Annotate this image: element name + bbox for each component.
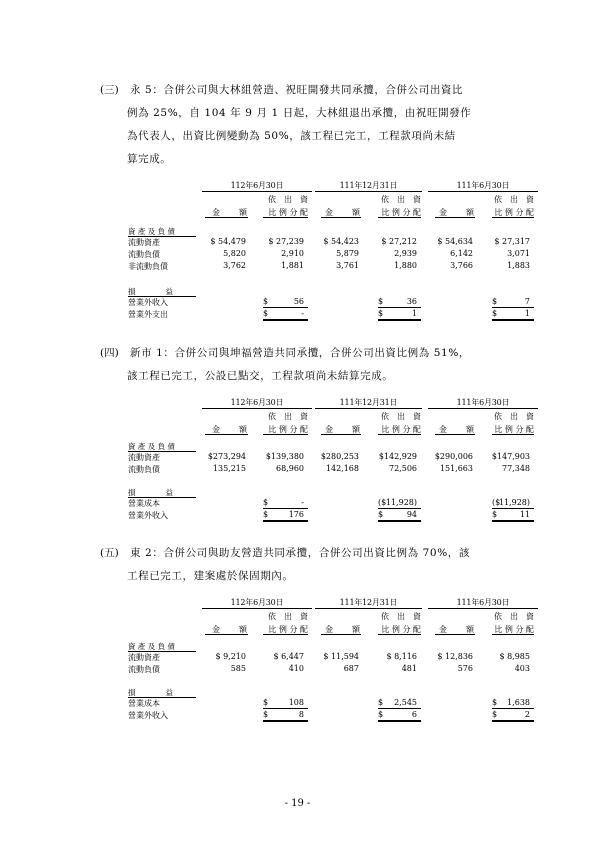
header-underline (435, 634, 475, 635)
bs-cell: 5,879 (336, 249, 359, 258)
pl-cell (378, 710, 421, 722)
header-underline (263, 634, 308, 635)
period-header: 112年6月30日 (230, 598, 284, 607)
pl-value: 176 (288, 510, 304, 519)
period-header: 111年12月31日 (339, 398, 398, 407)
column-header-ratio-top: 依 出 資 (381, 195, 421, 204)
column-header-ratio: 比 例 分 配 (494, 208, 534, 217)
section-label: (五) (100, 547, 119, 559)
pl-row-label: 營業成本 (128, 499, 160, 508)
bs-cell: $ 27,212 (381, 237, 417, 246)
currency-symbol: $ (492, 309, 498, 318)
pl-value: 11 (519, 510, 530, 519)
pl-row-label: 營業外收入 (128, 711, 168, 720)
paragraph-line: 東 2：合併公司與助友營造共同承攬，合併公司出資比例為 70%，該 (130, 547, 470, 559)
column-header-amount: 金 額 (439, 208, 475, 217)
column-header-ratio: 比 例 分 配 (494, 625, 534, 634)
pl-header: 損 益 (128, 287, 173, 296)
column-header-ratio: 比 例 分 配 (494, 425, 534, 434)
pl-header: 損 益 (128, 488, 173, 497)
column-header-ratio-top: 依 出 資 (381, 612, 421, 621)
currency-symbol: $ (378, 309, 384, 318)
pl-value: 1 (411, 309, 417, 318)
header-underline (492, 634, 534, 635)
bs-row-label: 非流動負債 (128, 262, 168, 271)
bs-row-label: 流動負債 (128, 465, 160, 474)
bs-cell: 68,960 (276, 464, 304, 473)
currency-symbol: $ (492, 710, 498, 719)
bs-header: 資 產 及 負 債 (128, 442, 176, 451)
column-header-ratio-top: 依 出 資 (381, 412, 421, 421)
currency-symbol: $ (492, 297, 498, 306)
header-underline (263, 434, 308, 435)
bs-cell: 481 (401, 664, 417, 673)
pl-cell (492, 510, 534, 522)
pl-value: 56 (293, 297, 304, 306)
pl-cell (492, 710, 534, 722)
bs-cell: 2,939 (394, 249, 417, 258)
bs-cell: $280,253 (320, 452, 359, 461)
bs-cell: 410 (288, 664, 304, 673)
bs-cell: $ 54,479 (210, 237, 246, 246)
bs-cell: $147,903 (491, 452, 530, 461)
header-underline (205, 217, 248, 218)
pl-cell (263, 510, 308, 522)
pl-value: 2 (524, 710, 530, 719)
pl-cell (492, 297, 534, 308)
bs-cell: 5,820 (223, 249, 246, 258)
bs-cell: $ 27,317 (494, 237, 530, 246)
pl-cell (378, 510, 421, 522)
header-underline (435, 217, 475, 218)
currency-symbol: $ (263, 510, 269, 519)
header-underline (378, 634, 421, 635)
pl-row-label: 營業外收入 (128, 511, 168, 520)
bs-cell: 3,071 (507, 249, 530, 258)
header-underline (435, 434, 475, 435)
bs-cell: $290,006 (434, 452, 473, 461)
header-underline (492, 434, 534, 435)
period-header: 111年6月30日 (456, 398, 510, 407)
period-header: 112年6月30日 (230, 398, 284, 407)
column-header-amount: 金 額 (325, 425, 361, 434)
pl-cell (492, 309, 534, 321)
period-header: 111年6月30日 (456, 598, 510, 607)
bs-cell: 142,168 (325, 464, 359, 473)
bs-row-label: 流動負債 (128, 665, 160, 674)
column-header-ratio: 比 例 分 配 (268, 625, 308, 634)
pl-row-label: 營業外收入 (128, 298, 168, 307)
column-header-ratio: 比 例 分 配 (381, 425, 421, 434)
column-header-ratio: 比 例 分 配 (381, 208, 421, 217)
header-underline (492, 217, 534, 218)
paragraph-line: 該工程已完工，公設已點交，工程款項尚未結算完成。 (127, 370, 394, 382)
column-header-ratio: 比 例 分 配 (381, 625, 421, 634)
period-underline (315, 191, 422, 192)
pl-value: - (301, 309, 304, 318)
header-underline (321, 217, 361, 218)
period-underline (202, 408, 312, 409)
pl-cell (378, 698, 421, 709)
pl-value: 6 (411, 710, 417, 719)
bs-header: 資 產 及 負 債 (128, 642, 176, 651)
pl-cell (492, 698, 534, 709)
header-underline (205, 434, 248, 435)
pl-value: 36 (406, 297, 417, 306)
pl-value: 7 (524, 297, 530, 306)
pl-value: 94 (406, 510, 417, 519)
bs-cell: $273,294 (207, 452, 246, 461)
currency-symbol: $ (378, 510, 384, 519)
column-header-ratio-top: 依 出 資 (494, 195, 534, 204)
bs-cell: 687 (343, 664, 359, 673)
bs-cell: $139,380 (265, 452, 304, 461)
pl-value: 1,638 (507, 698, 530, 707)
column-header-ratio-top: 依 出 資 (268, 612, 308, 621)
header-underline (378, 434, 421, 435)
pl-cell (263, 698, 308, 709)
bs-row-label: 流動負債 (128, 250, 160, 259)
column-header-amount: 金 額 (212, 625, 248, 634)
bs-header: 資 產 及 負 債 (128, 227, 176, 236)
period-underline (315, 608, 422, 609)
period-underline (202, 608, 312, 609)
currency-symbol: $ (263, 698, 269, 707)
bs-cell: 6,142 (450, 249, 473, 258)
pl-row-label: 營業成本 (128, 699, 160, 708)
currency-symbol: $ (263, 498, 269, 507)
bs-cell: $ 8,116 (386, 652, 417, 661)
bs-cell: $ 11,594 (323, 652, 359, 661)
pl-value: 2,545 (394, 698, 417, 707)
bs-cell: $ 8,985 (499, 652, 530, 661)
header-underline (263, 217, 308, 218)
column-header-amount: 金 額 (212, 208, 248, 217)
bs-cell: 1,880 (394, 261, 417, 270)
pl-value: 1 (524, 309, 530, 318)
column-header-ratio: 比 例 分 配 (268, 425, 308, 434)
bs-cell: $ 9,210 (215, 652, 246, 661)
pl-row-label: 營業外支出 (128, 310, 168, 319)
bs-cell: 135,215 (212, 464, 246, 473)
paragraph-line: 新市 1：合併公司與坤福營造共同承攬，合併公司出資比例為 51%， (130, 347, 470, 359)
page-number: - 19 - (284, 798, 311, 809)
bs-cell: 3,762 (223, 261, 246, 270)
paragraph-line: 例為 25%，自 104 年 9 月 1 日起，大林組退出承攬，由祝旺開發作 (127, 107, 472, 119)
pl-cell (263, 297, 308, 308)
column-header-ratio-top: 依 出 資 (268, 412, 308, 421)
bs-cell: 1,881 (281, 261, 304, 270)
paragraph-line: 算完成。 (127, 153, 172, 165)
bs-cell: 585 (230, 664, 246, 673)
bs-cell: 2,910 (281, 249, 304, 258)
column-header-amount: 金 額 (439, 425, 475, 434)
currency-symbol: $ (263, 297, 269, 306)
column-header-ratio-top: 依 出 資 (494, 412, 534, 421)
column-header-ratio-top: 依 出 資 (494, 612, 534, 621)
bs-cell: $142,929 (378, 452, 417, 461)
pl-cell (492, 498, 534, 509)
section-label: (三) (100, 84, 119, 96)
currency-symbol: $ (378, 710, 384, 719)
bs-cell: 151,663 (439, 464, 473, 473)
header-underline (205, 634, 248, 635)
column-header-ratio: 比 例 分 配 (268, 208, 308, 217)
bs-cell: 576 (457, 664, 473, 673)
header-underline (321, 634, 361, 635)
pl-value: 8 (298, 710, 304, 719)
column-header-amount: 金 額 (439, 625, 475, 634)
period-underline (428, 608, 538, 609)
currency-symbol: $ (492, 698, 498, 707)
bs-row-label: 流動資產 (128, 238, 160, 247)
currency-symbol: $ (492, 510, 498, 519)
header-underline (378, 217, 421, 218)
pl-value: 108 (288, 698, 304, 707)
pl-cell (378, 309, 421, 321)
currency-symbol: ($ (378, 498, 387, 507)
section-label: (四) (100, 347, 119, 359)
pl-value: 11,928) (385, 498, 417, 507)
pl-cell (378, 498, 421, 509)
paragraph-line: 為代表人，出資比例變動為 50%，該工程已完工，工程款項尚未結 (127, 130, 456, 142)
pl-value: 11,928) (498, 498, 530, 507)
bs-row-label: 流動資產 (128, 653, 160, 662)
bs-row-label: 流動資產 (128, 453, 160, 462)
paragraph-line: 工程已完工，建案處於保固期內。 (127, 570, 294, 582)
column-header-amount: 金 額 (325, 208, 361, 217)
bs-cell: $ 54,634 (437, 237, 473, 246)
bs-cell: 72,506 (389, 464, 417, 473)
bs-cell: $ 54,423 (323, 237, 359, 246)
currency-symbol: $ (263, 309, 269, 318)
bs-cell: $ 12,836 (437, 652, 473, 661)
period-header: 111年12月31日 (339, 598, 398, 607)
pl-cell (263, 498, 308, 509)
period-header: 111年6月30日 (456, 181, 510, 190)
pl-cell (263, 710, 308, 722)
currency-symbol: ($ (492, 498, 501, 507)
pl-cell (378, 297, 421, 308)
bs-cell: $ 27,239 (268, 237, 304, 246)
period-underline (202, 191, 312, 192)
bs-cell: 403 (514, 664, 530, 673)
pl-cell (263, 309, 308, 321)
period-header: 111年12月31日 (339, 181, 398, 190)
currency-symbol: $ (378, 297, 384, 306)
period-underline (428, 408, 538, 409)
header-underline (321, 434, 361, 435)
bs-cell: $ 6,447 (273, 652, 304, 661)
bs-cell: 77,348 (502, 464, 530, 473)
period-header: 112年6月30日 (230, 181, 284, 190)
period-underline (428, 191, 538, 192)
paragraph-line: 永 5：合併公司與大林組營造、祝旺開發共同承攬，合併公司出資比 (130, 84, 464, 96)
column-header-ratio-top: 依 出 資 (268, 195, 308, 204)
pl-value: - (301, 498, 304, 507)
bs-cell: 1,883 (507, 261, 530, 270)
currency-symbol: $ (263, 710, 269, 719)
pl-header: 損 益 (128, 688, 173, 697)
currency-symbol: $ (378, 698, 384, 707)
bs-cell: 3,766 (450, 261, 473, 270)
column-header-amount: 金 額 (212, 425, 248, 434)
period-underline (315, 408, 422, 409)
column-header-amount: 金 額 (325, 625, 361, 634)
bs-cell: 3,761 (336, 261, 359, 270)
